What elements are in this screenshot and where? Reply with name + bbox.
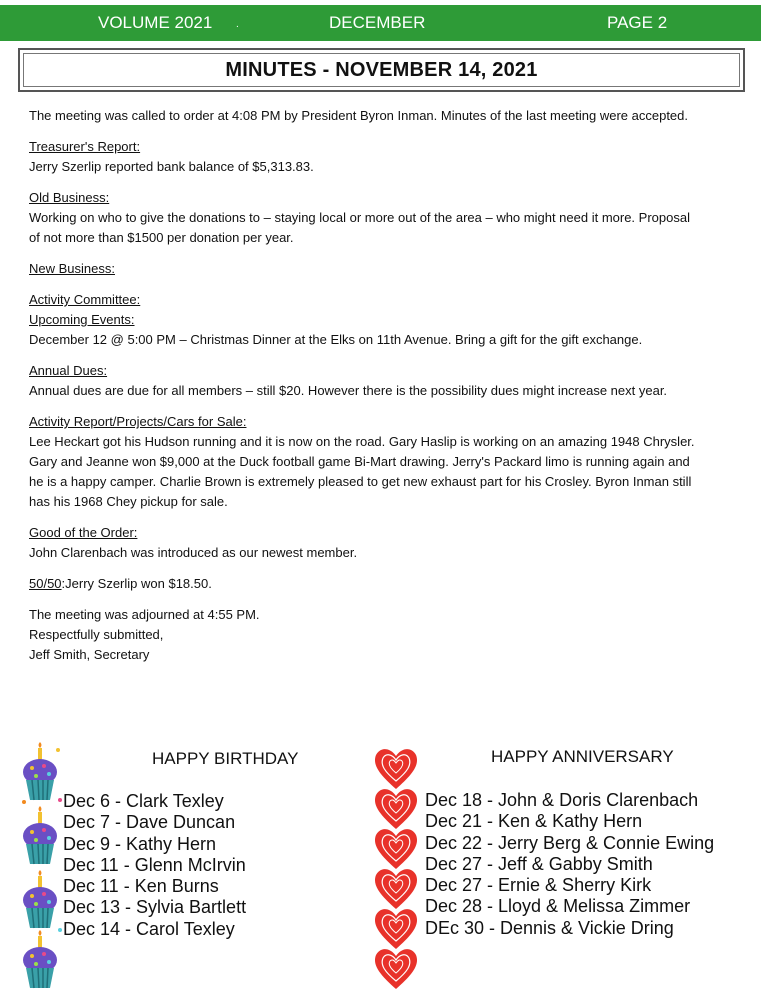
heart-column — [372, 745, 420, 990]
heart-icon — [375, 829, 417, 869]
anniversary-item: Dec 27 - Jeff & Gabby Smith — [425, 853, 653, 874]
heart-icon — [375, 749, 417, 789]
birthday-item: Dec 7 - Dave Duncan — [63, 812, 236, 833]
anniversary-item: Dec 21 - Ken & Kathy Hern — [425, 811, 643, 832]
submitted-text: Respectfully submitted, — [29, 627, 164, 642]
treasurer-heading: Treasurer's Report: — [29, 139, 141, 154]
activity-report-line-4: has his 1968 Chey pickup for sale. — [29, 494, 228, 509]
cupcake-column — [20, 740, 64, 990]
treasurer-text: Jerry Szerlip reported bank balance of $5,313.83. — [29, 159, 314, 174]
good-of-order-heading: Good of the Order: — [29, 525, 138, 540]
secretary-text: Jeff Smith, Secretary — [29, 647, 150, 662]
volume-label: VOLUME 2021 — [98, 13, 213, 32]
intro-text: The meeting was called to order at 4:08 PM by President Byron Inman. Minutes of the last meeting were accepted. — [29, 108, 689, 123]
activity-report-line-2: Gary and Jeanne won $9,000 at the Duck football game Bi-Mart drawing. Jerry's Packard limo is running again and — [29, 454, 690, 469]
birthday-item: Dec 6 - Clark Texley — [63, 791, 224, 811]
header-dot: . — [236, 19, 239, 30]
anniversary-item: Dec 28 - Lloyd & Melissa Zimmer — [425, 896, 691, 917]
heart-icon — [375, 909, 417, 949]
birthday-item: Dec 9 - Kathy Hern — [63, 833, 217, 854]
heart-icon — [375, 869, 417, 909]
anniversary-item: Dec 22 - Jerry Berg & Connie Ewing — [425, 832, 715, 853]
cupcake-icon — [23, 806, 57, 864]
birthday-list — [63, 791, 246, 940]
anniversary-heading: HAPPY ANNIVERSARY — [491, 747, 674, 766]
birthday-item: Dec 14 - Carol Texley — [63, 918, 235, 939]
annual-dues-text: Annual dues are due for all members – still $20. However there is the possibility dues might increase next year. — [29, 383, 668, 398]
heart-icon — [375, 789, 417, 829]
month-label: DECEMBER — [329, 13, 426, 32]
newsletter-header-bar — [0, 5, 761, 41]
old-business-line-1: Working on who to give the donations to – staying local or more out of the area – who might need it more. Proposal — [29, 210, 690, 225]
activity-report-line-3: he is a happy camper. Charlie Brown is extremely pleased to get new exhaust part for his Crosley. Byron Inman still — [29, 474, 692, 489]
activity-report-line-1: Lee Heckart got his Hudson running and it is now on the road. Gary Haslip is working on an amazing 1948 Chrysler. — [29, 434, 695, 449]
adjourned-text: The meeting was adjourned at 4:55 PM. — [29, 607, 260, 622]
birthday-item: Dec 13 - Sylvia Bartlett — [63, 897, 247, 918]
heart-icon — [375, 949, 417, 989]
old-business-line-2: of not more than $1500 per donation per year. — [29, 230, 294, 245]
cupcake-icon — [23, 742, 57, 800]
birthday-heading: HAPPY BIRTHDAY — [152, 749, 299, 768]
old-business-heading: Old Business: — [29, 190, 110, 205]
fifty-fifty-label: 50/50 — [29, 576, 62, 591]
minutes-body — [29, 106, 741, 665]
cupcake-icon — [23, 870, 57, 928]
good-of-order-text: John Clarenbach was introduced as our newest member. — [29, 545, 358, 560]
anniversary-item: Dec 27 - Ernie & Sherry Kirk — [425, 875, 652, 896]
activity-report-heading: Activity Report/Projects/Cars for Sale: — [29, 414, 247, 429]
upcoming-events-text: December 12 @ 5:00 PM – Christmas Dinner at the Elks on 11th Avenue. Bring a gift for the gift exchange. — [29, 332, 643, 347]
new-business-heading: New Business: — [29, 261, 115, 276]
fifty-fifty-text: :Jerry Szerlip won $18.50. — [61, 576, 212, 591]
fifty-fifty-line — [29, 574, 741, 594]
cupcake-icon — [23, 930, 57, 988]
anniversary-item: DEc 30 - Dennis & Vickie Dring — [425, 917, 674, 938]
anniversary-item: Dec 18 - John & Doris Clarenbach — [425, 790, 699, 810]
birthday-item: Dec 11 - Ken Burns — [63, 876, 219, 897]
birthday-item: Dec 11 - Glenn McIrvin — [63, 854, 246, 875]
title-box — [18, 48, 745, 92]
activity-committee-heading: Activity Committee: — [29, 292, 141, 307]
upcoming-events-heading: Upcoming Events: — [29, 312, 135, 327]
annual-dues-heading: Annual Dues: — [29, 363, 108, 378]
page-label: PAGE 2 — [607, 13, 668, 32]
page-title: MINUTES - NOVEMBER 14, 2021 — [23, 53, 740, 87]
anniversary-list — [425, 790, 714, 939]
